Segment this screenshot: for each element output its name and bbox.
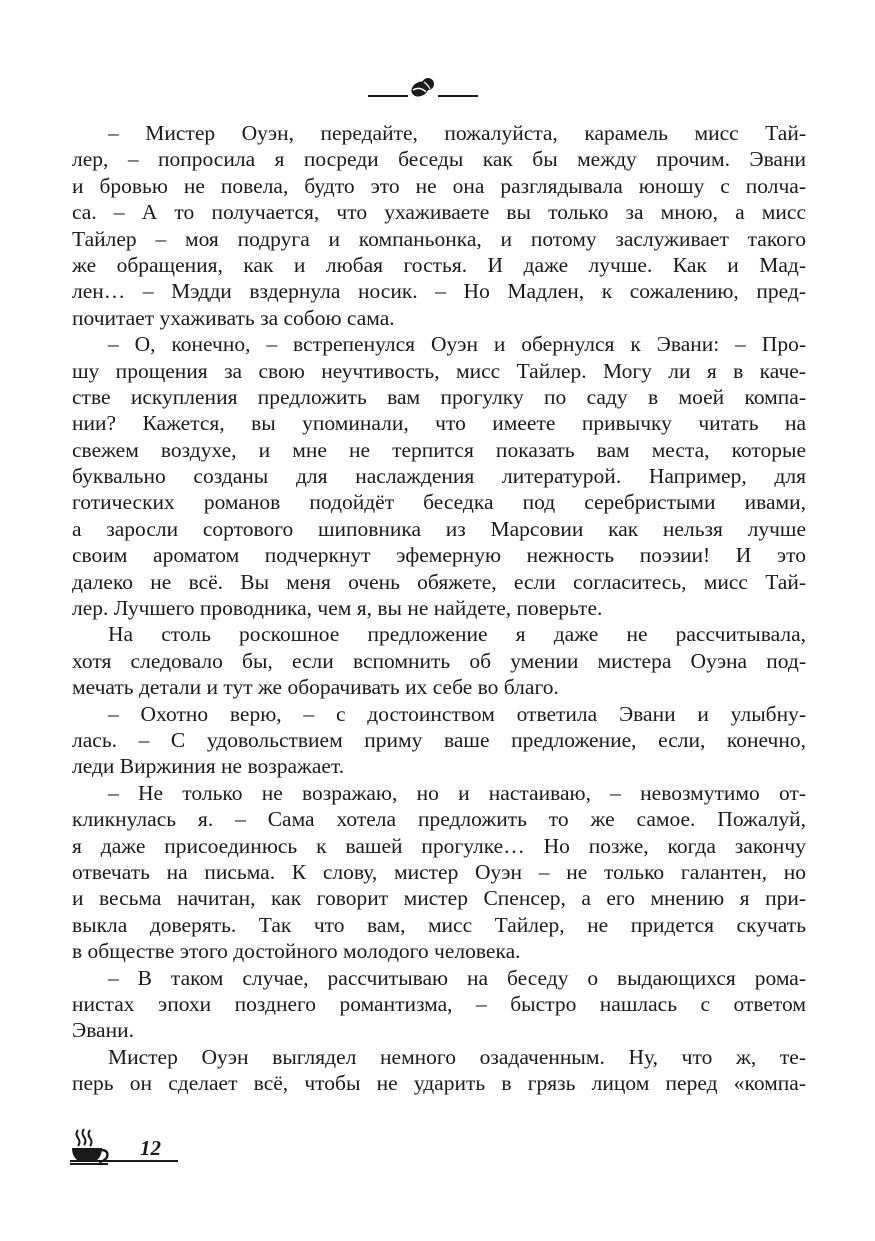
text-line: мечать детали и тут же оборачивать их себе во благо. xyxy=(72,675,559,700)
text-line: почитает ухаживать за собою сама. xyxy=(72,305,395,330)
text-line: хотя следовало бы, если вспомнить об умении мистера Оуэна под- xyxy=(72,648,806,673)
coffee-cup-icon xyxy=(70,1128,178,1168)
text-line: и весьма начитан, как говорит мистер Спенсер, а его мнению я при- xyxy=(72,886,806,911)
text-line: выкла доверять. Так что вам, мисс Тайлер, не придется скучать xyxy=(72,912,806,937)
footer-rule xyxy=(70,1160,178,1162)
text-line: лер. Лучшего проводника, чем я, вы не найдете, поверьте. xyxy=(72,596,603,621)
text-line: стве искупления предложить вам прогулку по саду в моей компа- xyxy=(72,384,806,409)
text-line: Эвани. xyxy=(72,1018,134,1043)
text-line: леди Виржиния не возражает. xyxy=(72,754,345,779)
text-line: са. – А то получается, что ухаживаете вы только за мною, а мисс xyxy=(72,200,806,225)
text-line: лась. – С удовольствием приму ваше предложение, если, конечно, xyxy=(72,727,806,752)
body-text xyxy=(72,120,806,1096)
text-line: готических романов подойдёт беседка под серебристыми ивами, xyxy=(72,490,806,515)
text-line: – О, конечно, – встрепенулся Оуэн и обернулся к Эвани: – Про- xyxy=(108,332,806,357)
text-line: шу прощения за свою неучтивость, мисс Тайлер. Могу ли я в каче- xyxy=(72,358,806,383)
page-number: 12 xyxy=(140,1136,161,1160)
text-line: и бровью не повела, будто это не она разглядывала юношу с полча- xyxy=(72,173,806,198)
text-line: – В таком случае, рассчитываю на беседу о выдающихся рома- xyxy=(108,965,806,990)
coffee-bean-ornament-icon xyxy=(368,76,478,100)
text-line: На столь роскошное предложение я даже не рассчитывала, xyxy=(108,622,806,647)
text-line: перь он сделает всё, чтобы не ударить в грязь лицом перед «компа- xyxy=(72,1071,806,1096)
text-line: кликнулась я. – Сама хотела предложить то же самое. Пожалуй, xyxy=(72,807,806,832)
text-line: Тайлер – моя подруга и компаньонка, и потому заслуживает такого xyxy=(72,226,806,251)
text-line: буквально созданы для наслаждения литературой. Например, для xyxy=(72,464,806,489)
text-line: нистах эпохи позднего романтизма, – быстро нашлась с ответом xyxy=(72,991,806,1016)
text-line: – Охотно верю, – с достоинством ответила Эвани и улыбну- xyxy=(108,701,806,726)
text-line: нии? Кажется, вы упоминали, что имеете привычку читать на xyxy=(72,411,806,436)
text-line: далеко не всё. Вы меня очень обяжете, если согласитесь, мисс Тай- xyxy=(72,569,806,594)
text-line: лен… – Мэдди вздернула носик. – Но Мадлен, к сожалению, пред- xyxy=(72,279,806,304)
text-line: же обращения, как и любая гостья. И даже лучше. Как и Мад- xyxy=(72,252,806,277)
text-line: в обществе этого достойного молодого человека. xyxy=(72,939,521,964)
text-line: лер, – попросила я посреди беседы как бы между прочим. Эвани xyxy=(72,147,806,172)
text-line: своим ароматом подчеркнут эфемерную нежность поэзии! И это xyxy=(72,543,806,568)
text-line: – Мистер Оуэн, передайте, пожалуйста, карамель мисс Тай- xyxy=(108,121,806,145)
text-line: свежем воздухе, и мне не терпится показать вам места, которые xyxy=(72,437,806,462)
text-line: Мистер Оуэн выглядел немного озадаченным. Ну, что ж, те- xyxy=(108,1044,806,1069)
text-line: отвечать на письма. К слову, мистер Оуэн – не только галантен, но xyxy=(72,859,806,884)
text-line: – Не только не возражаю, но и настаиваю, – невозмутимо от- xyxy=(108,780,806,805)
text-line: а заросли сортового шиповника из Марсовии как нельзя лучше xyxy=(72,516,806,541)
text-line: я даже присоединюсь к вашей прогулке… Но позже, когда закончу xyxy=(72,833,806,858)
